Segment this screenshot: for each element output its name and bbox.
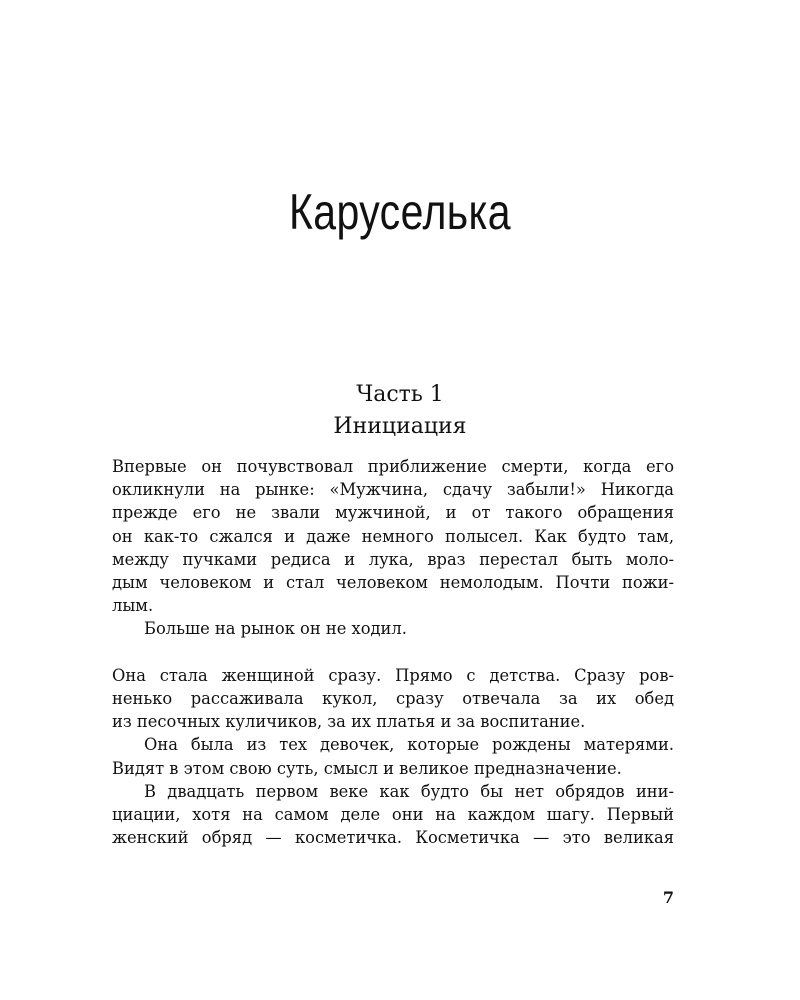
text-line: Впервые он почувствовал приближение смерти, когда его xyxy=(112,457,674,476)
part-number: Часть 1 xyxy=(356,382,444,407)
text-line: прежде его не звали мужчиной, и от такого обращения xyxy=(112,503,674,523)
text-line: из песочных куличиков, за их платья и за воспитание. xyxy=(112,712,586,732)
text-line: Она стала женщиной сразу. Прямо с детства. Сразу ров- xyxy=(112,665,674,685)
page-number: 7 xyxy=(662,888,674,907)
body-text xyxy=(112,455,674,849)
text-line: он как-то сжался и даже немного полысел. Как будто там, xyxy=(112,526,674,546)
text-line: окликнули на рынке: «Мужчина, сдачу забыли!» Никогда xyxy=(112,480,674,500)
part-heading xyxy=(0,379,800,443)
text-line: В двадцать первом веке как будто бы нет обрядов ини- xyxy=(144,781,674,801)
text-line: между пучками редиса и лука, враз перестал быть моло- xyxy=(112,549,674,569)
text-line: Она была из тех девочек, которые рождены матерями. xyxy=(144,735,674,755)
chapter-title: Каруселька xyxy=(288,184,512,240)
text-line: женский обряд — косметичка. Косметичка — это великая xyxy=(112,828,674,848)
text-line: циации, хотя на самом деле они на каждом шагу. Первый xyxy=(112,805,674,825)
text-line: дым человеком и стал человеком немолодым. Почти пожи- xyxy=(112,573,674,593)
text-line: лым. xyxy=(112,596,154,616)
part-name: Инициация xyxy=(333,414,467,439)
text-line: Больше на рынок он не ходил. xyxy=(144,619,407,639)
text-line: Видят в этом свою суть, смысл и великое предназначение. xyxy=(112,758,622,778)
section-break xyxy=(112,641,674,664)
text-line: ненько рассаживала кукол, сразу отвечала за их обед xyxy=(112,689,674,709)
